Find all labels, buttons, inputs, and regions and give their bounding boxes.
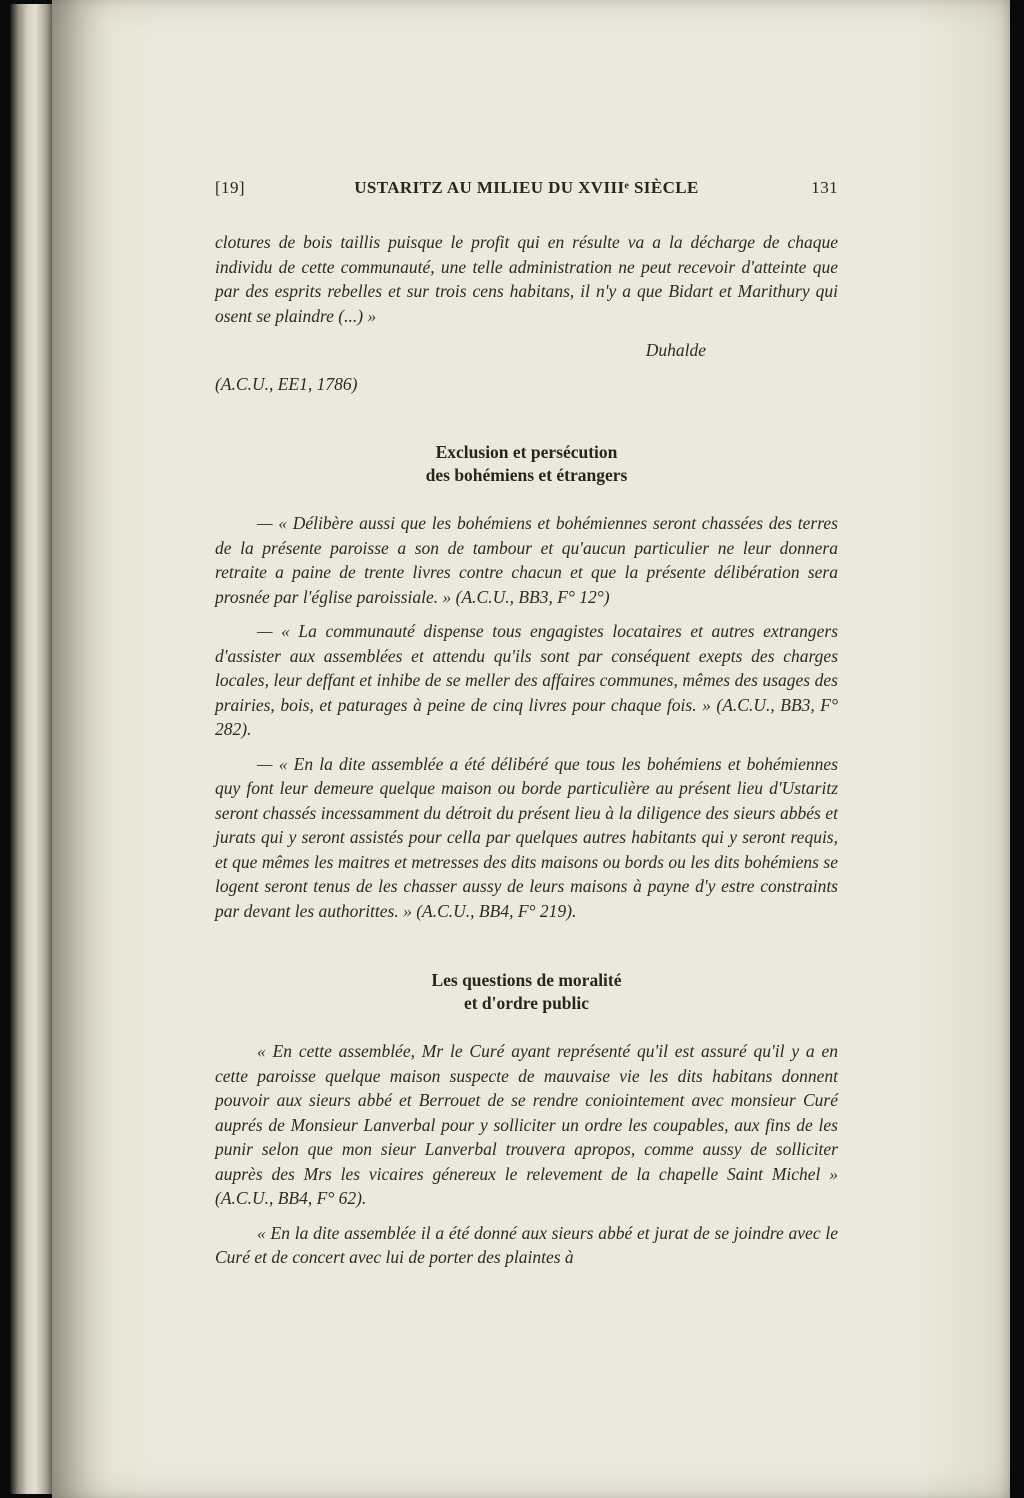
page-content — [215, 178, 838, 1270]
section-1-paragraph-3: — « En la dite assemblée a été délibéré que tous les bohémiens et bohémiennes quy font leur demeure quelque maison ou borde particulière au présent lieu d'Ustaritz seront chassés incessamment du détroit du présent lieu à la diligence des sieurs abbés et jurats qui y seront assistés pour cella par quelques autres habitants qui y seront requis, et que mêmes les maitres et metresses des dits maisons ou bords ou les dits bohémiens se logent seront tenus de les chasser aussy de leurs maisons à payne d'y estre constraints par devant les authorittes. » (A.C.U., BB4, F° 219). — [215, 753, 838, 921]
section-2-paragraph-2: « En la dite assemblée il a été donné aux sieurs abbé et jurat de se joindre avec le Curé et de concert avec lui de porter des plaintes à — [215, 1222, 838, 1267]
archive-reference: (A.C.U., EE1, 1786) — [215, 374, 358, 394]
page-header — [215, 178, 838, 198]
section-heading-1-line-2: des bohémiens et étrangers — [425, 465, 628, 485]
section-heading-2-line-2: et d'ordre public — [463, 993, 590, 1013]
header-running-title: USTARITZ AU MILIEU DU XVIIIᵉ SIÈCLE — [354, 178, 699, 197]
intro-paragraph: clotures de bois taillis puisque le profit qui en résulte va a la décharge de chaque individu de cette communauté, une telle administration ne peut recevoir d'atteinte que par des esprits rebelles et sur trois cens habitans, il n'y a que Bidart et Marithury qui osent se plaindre (...) » — [215, 232, 838, 326]
section-2-paragraph-1: « En cette assemblée, Mr le Curé ayant représenté qu'il est assuré qu'il y a en cette paroisse quelque maison suspecte de mauvaise vie les dits habitans donnent pouvoir aux sieurs abbé et Berrouet de se rendre coniointement avec monsieur Curé auprés de Monsieur Lanverbal pour y solliciter un ordre les coupables, aux fins de les punir selon que mon sieur Lanverbal trouvera apropos, comme aussy de solliciter auprès des Mrs les vicaires génereux le relevement de la chapelle Saint Michel » (A.C.U., BB4, F° 62). — [215, 1041, 838, 1208]
signature: Duhalde — [645, 340, 706, 360]
section-heading-1-line-1: Exclusion et persécution — [435, 442, 618, 462]
header-bracket-number: [19] — [215, 178, 245, 197]
section-heading-2 — [215, 969, 838, 1015]
section-1-paragraph-1: — « Délibère aussi que les bohémiens et bohémiennes seront chassées des terres de la présente paroisse a son de tambour et qu'aucun particulier ne leur donnera retraite a paine de trente livres contre chacun et que la présente délibération sera prosnée par l'église paroissiale. » (A.C.U., BB3, F° 12°) — [215, 513, 838, 607]
book-page — [52, 0, 1010, 1498]
section-heading-1 — [215, 441, 838, 487]
section-heading-2-line-1: Les questions de moralité — [431, 970, 622, 990]
book-page-edges — [10, 4, 56, 1494]
header-page-number: 131 — [811, 178, 838, 197]
section-1-paragraph-2: — « La communauté dispense tous engagistes locataires et autres extrangers d'assister aux assemblées et attendu qu'ils sont par conséquent exepts des charges locales, leur deffant et inhibe de se meller des affaires communes, mêmes des usages des prairies, bois, et paturages à peine de cinq livres pour chaque fois. » (A.C.U., BB3, F° 282). — [215, 621, 838, 739]
